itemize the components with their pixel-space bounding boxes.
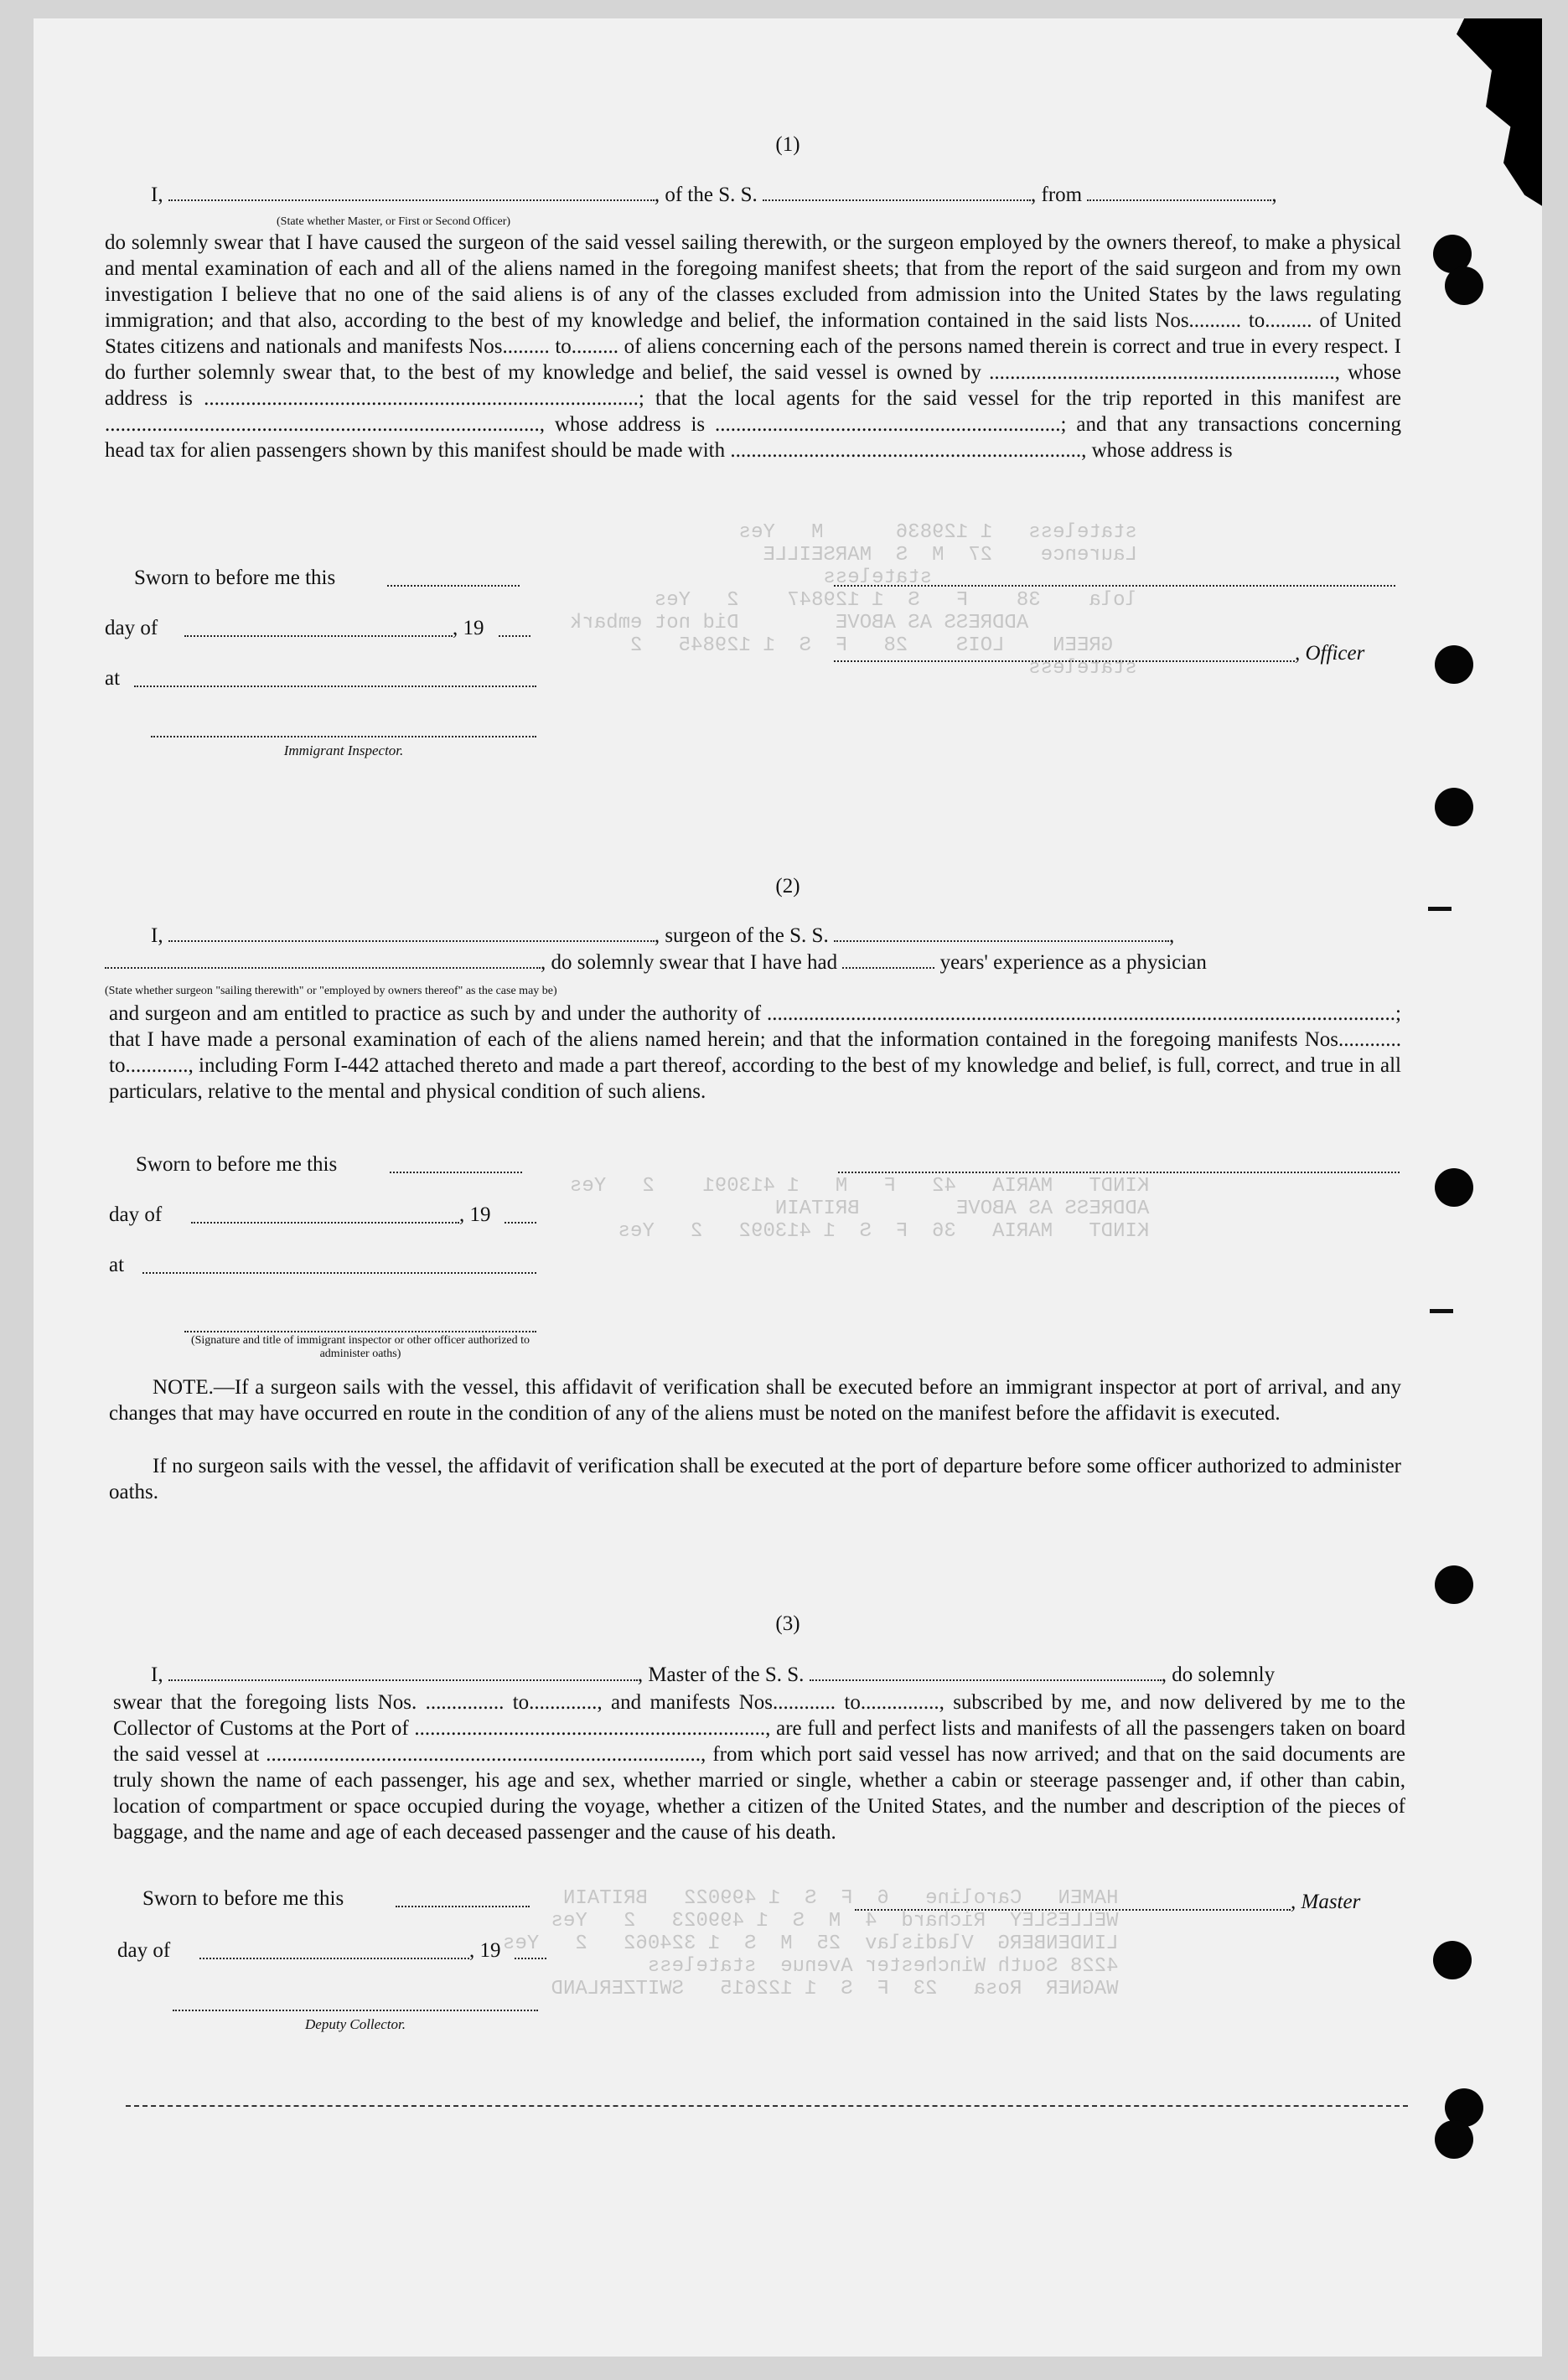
binder-mark xyxy=(1428,907,1452,911)
section-2-year-field[interactable] xyxy=(505,1222,536,1224)
officer-label: , Officer xyxy=(1295,642,1365,665)
section-1-day-label: day of xyxy=(105,617,158,639)
section-2-i-label: I, xyxy=(151,924,163,947)
section-2-at-label: at xyxy=(109,1254,125,1276)
section-3-solemnly-label: , do solemnly xyxy=(1161,1663,1276,1686)
surgeon-type-field[interactable] xyxy=(105,967,541,969)
section-3-sworn-label: Sworn to before me this xyxy=(142,1887,344,1910)
section-2-day-label: day of xyxy=(109,1203,163,1226)
section-3-number: (3) xyxy=(775,1612,800,1635)
note-paragraph-1: NOTE.—If a surgeon sails with the vessel, this affidavit of verification shall be executed before an immigrant inspector at port of arrival, and any changes that may have occurred en route in the condition of any of the aliens must be noted on the manifest before the affidavit is executed. xyxy=(109,1376,1401,1425)
section-1-i-label: I, xyxy=(151,184,163,206)
punch-hole xyxy=(1435,1168,1473,1207)
section-3-paragraph: swear that the foregoing lists Nos. ............... to............., and manifests Nos............ to..............., subscribed by me, and now delivered by me to the Collector of Customs at the Port of ..................................................................., are full and perfect lists and manifests of all the passengers taken on board the said vessel at ..................................................................................., from which port said vessel has now arrived; and that on the said documents are truly shown the name of each passenger, his age and sex, whether married or single, whether a cabin or steerage passenger and, if other than cabin, location of compartment or space occupied during the voyage, whether a citizen of the United States, and the number and description of the pieces of baggage, and the name and age of each deceased passenger and the cause of his death. xyxy=(113,1691,1405,1844)
section-3-ship-label: , Master of the S. S. xyxy=(637,1663,805,1686)
section-1-number: (1) xyxy=(775,133,800,156)
section-3-oath-line xyxy=(151,1663,1275,1688)
section-2-number: (2) xyxy=(775,875,800,898)
manifest-back-page xyxy=(34,18,1542,2357)
punch-hole xyxy=(1433,1941,1472,1979)
binder-mark xyxy=(1430,1309,1453,1313)
bottom-rule xyxy=(126,2105,1408,2107)
section-2-years-label: years' experience as a physician xyxy=(939,951,1207,974)
punch-hole xyxy=(1435,645,1473,684)
section-1-oath-line: I, , of the S. S. , from , xyxy=(151,184,1277,206)
section-1-ship-label: , of the S. S. xyxy=(654,184,758,206)
bleed-through-text-3: HAMEN Caroline 6 F S 1 499022 BRITAIN WELLESLEY Richard 4 M S 1 499023 2 Yes LINDENBERG Vladislav 25 M S 1 324062 2 Yes 4228 South Winchester Avenue stateless WAGNER Rosa 23 F S 1 122615 SWITZERLAND xyxy=(503,1887,1119,2000)
section-3-ship-field[interactable] xyxy=(810,1679,1162,1681)
section-2-oath-line: I, , surgeon of the S. S. , xyxy=(151,924,1175,947)
torn-corner xyxy=(1433,18,1542,211)
ship-name-field[interactable] xyxy=(763,199,1031,201)
section-1-paragraph: do solemnly swear that I have caused the surgeon of the said vessel sailing therewith, or the surgeon employed by the owners thereof, to make a physical and mental examination of each and all of the aliens named in the foregoing manifest sheets; that from the report of the said surgeon and from my own investigation I believe that no one of the said aliens is of any of the classes excluded from admission into the United States by the laws regulating immigration; and that also, according to the best of my knowledge and belief, the information contained in the said lists Nos.......... to......... of United States citizens and nationals and manifests Nos......... to......... of aliens concerning each of the persons named therein is correct and true in every respect. I do further solemnly swear that, to the best of my knowledge and belief, the said vessel is owned by .................................................................., whose address is ...................................................................................; that the local agents for the said vessel for the trip reported in this manifest are ..................................................................................., whose address is ..................................................................; and that any transactions concerning head tax for alien passengers shown by this manifest should be made with ..................................................................., whose address is xyxy=(105,231,1401,462)
officer-name-field[interactable] xyxy=(168,199,655,201)
section-1-sworn-label: Sworn to before me this xyxy=(134,567,336,589)
section-2-year-label: , 19 xyxy=(459,1203,491,1226)
bleed-through-text: stateless 1 129836 M Yes Laurence 27 M S MARSEILLE stateless lola 38 F S 1 129847 2 Yes ADDRESS AS ABOVE Did not embark GREEN LOIS 28 F S 1 129845 2 stateless xyxy=(570,521,1137,680)
collector-signature-field[interactable] xyxy=(173,2010,538,2011)
punch-hole xyxy=(1435,2120,1473,2159)
punch-hole xyxy=(1435,788,1473,826)
section-1-year-label: , 19 xyxy=(453,617,484,639)
section-2-caption: (State whether surgeon "sailing therewith" or "employed by owners thereof" as the case may be) xyxy=(105,985,557,997)
bleed-through-text-2: KINDT MARIA 42 F M 1 413091 2 Yes ADDRESS AS ABOVE BRITAIN KINDT MARIA 36 F S 1 413092 2 Yes xyxy=(570,1175,1150,1243)
section-3-year-label: , 19 xyxy=(469,1939,501,1962)
collector-caption: Deputy Collector. xyxy=(305,2016,406,2032)
section-1-day-field[interactable] xyxy=(184,635,453,637)
section-2-swear-label: , do solemnly swear that I have had xyxy=(541,951,838,974)
section-1-place-field[interactable] xyxy=(134,686,536,687)
section-1-year-field[interactable] xyxy=(499,635,530,637)
administering-officer-caption: (Signature and title of immigrant inspector or other officer authorized to administer oaths) xyxy=(190,1334,530,1360)
section-1-signature-field[interactable] xyxy=(834,585,1395,587)
surgeon-name-field[interactable] xyxy=(168,940,655,942)
section-3-i-label: I, xyxy=(151,1663,163,1686)
section-3-day-field[interactable] xyxy=(199,1958,469,1959)
punch-hole xyxy=(1435,1565,1473,1604)
administering-officer-signature-field[interactable] xyxy=(184,1331,536,1332)
officer-signature-field[interactable] xyxy=(834,660,1295,662)
section-2-paragraph: and surgeon and am entitled to practice as such by and under the authority of ........................................................................................................................; that I have made a personal examination of each of the aliens named herein; and that the information contained in the foregoing manifests Nos............ to............, including Form I-442 attached thereto and made a part thereof, according to the best of my knowledge and belief, is full, correct, and true in all particulars, relative to the mental and physical condition of such aliens. xyxy=(109,1002,1401,1103)
inspector-signature-field[interactable] xyxy=(151,736,536,737)
section-1-caption: (State whether Master, or First or Second Officer) xyxy=(277,215,511,228)
punch-hole xyxy=(1445,266,1483,305)
note-paragraph-2: If no surgeon sails with the vessel, the affidavit of verification shall be executed at the port of departure before some officer authorized to administer oaths. xyxy=(109,1455,1401,1503)
from-port-field[interactable] xyxy=(1087,199,1271,201)
section-2-ship-label: , surgeon of the S. S. xyxy=(654,924,829,947)
section-3-day-label: day of xyxy=(117,1939,171,1962)
section-3-year-field[interactable] xyxy=(515,1958,546,1959)
years-experience-field[interactable] xyxy=(842,967,934,969)
master-signature-field[interactable] xyxy=(855,1909,1291,1911)
section-2-day-field[interactable] xyxy=(191,1222,459,1224)
section-1-sworn-date-field[interactable] xyxy=(387,585,520,587)
section-2-years-line xyxy=(105,950,1207,975)
surgeon-signature-field[interactable] xyxy=(838,1172,1400,1173)
section-1-from-label: , from xyxy=(1031,184,1083,206)
inspector-caption: Immigrant Inspector. xyxy=(283,742,404,758)
section-1-at-label: at xyxy=(105,667,121,690)
master-name-field[interactable] xyxy=(168,1679,638,1681)
section-2-sworn-label: Sworn to before me this xyxy=(136,1153,338,1176)
section-2-sworn-date-field[interactable] xyxy=(390,1172,522,1173)
master-label: , Master xyxy=(1291,1891,1361,1913)
section-2-ship-field[interactable] xyxy=(834,940,1169,942)
section-3-sworn-date-field[interactable] xyxy=(396,1906,530,1907)
section-2-place-field[interactable] xyxy=(142,1272,536,1274)
